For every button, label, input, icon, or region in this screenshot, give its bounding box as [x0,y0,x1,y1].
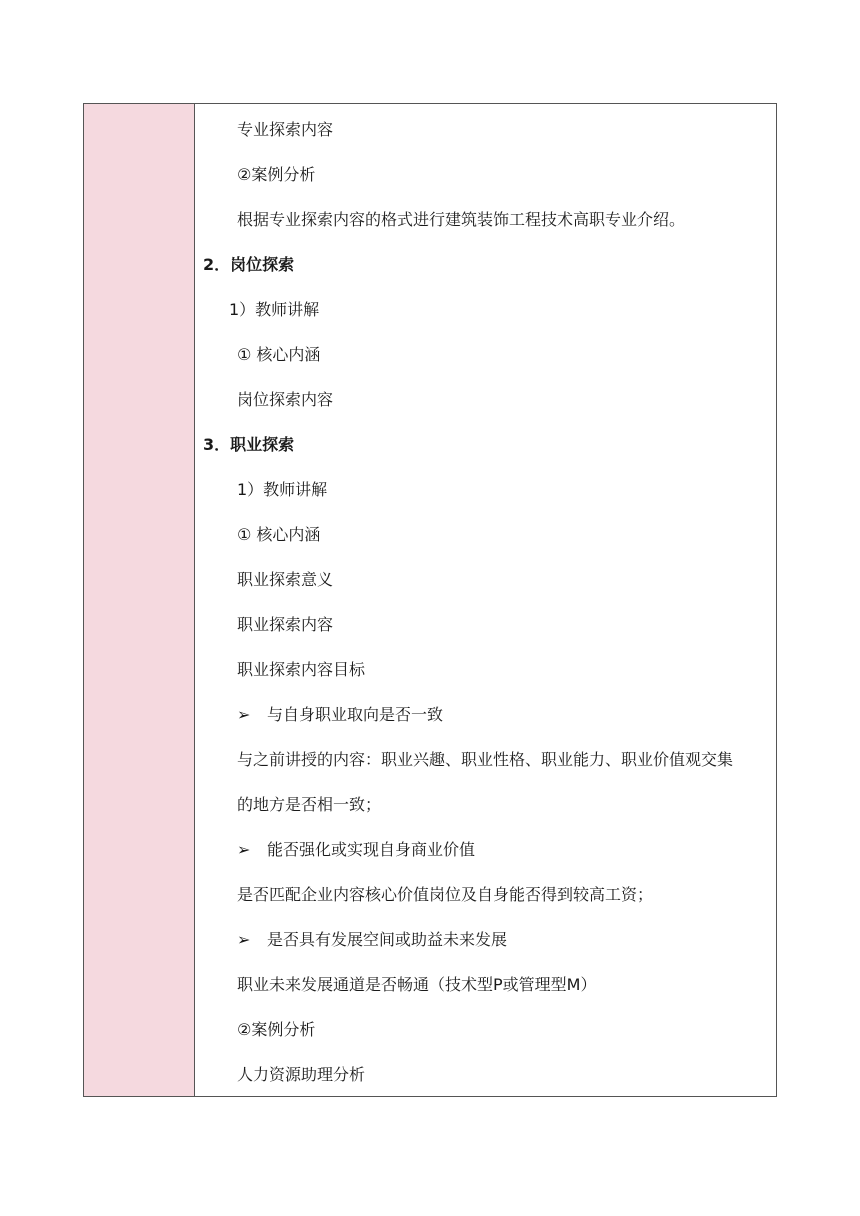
text-line: 职业探索意义 [237,570,334,589]
text-line: 职业未来发展通道是否畅通（技术型P或管理型M） [237,975,597,994]
text-line: ① 核心内涵 [237,525,321,544]
section-heading: 2．岗位探索 [203,255,295,274]
arrow-bullet-icon: ➢ [237,705,251,724]
text-line: 是否匹配企业内容核心价值岗位及自身能否得到较高工资； [237,885,654,904]
text-line: 的地方是否相一致； [237,795,382,814]
bullet-item: ➢ 是否具有发展空间或助益未来发展 [237,930,508,949]
text-line: 根据专业探索内容的格式进行建筑装饰工程技术高职专业介绍。 [237,210,686,229]
text-line: 人力资源助理分析 [237,1065,366,1084]
content-table [83,103,777,1097]
text-line: 与之前讲授的内容：职业兴趣、职业性格、职业能力、职业价值观交集 [237,750,734,769]
text-line: 1）教师讲解 [237,480,328,499]
text-line: 职业探索内容 [237,615,334,634]
text-line: 1）教师讲解 [229,300,320,319]
table-right-column [195,104,776,1096]
text-line: 职业探索内容目标 [237,660,366,679]
text-line: 岗位探索内容 [237,390,334,409]
arrow-bullet-icon: ➢ [237,930,251,949]
table-left-column [84,104,195,1096]
bullet-item: ➢ 能否强化或实现自身商业价值 [237,840,476,859]
text-line: ②案例分析 [237,1020,316,1039]
text-line: 专业探索内容 [237,120,334,139]
bullet-item: ➢ 与自身职业取向是否一致 [237,705,444,724]
text-line: ②案例分析 [237,165,316,184]
text-line: ① 核心内涵 [237,345,321,364]
arrow-bullet-icon: ➢ [237,840,251,859]
section-heading: 3．职业探索 [203,435,295,454]
